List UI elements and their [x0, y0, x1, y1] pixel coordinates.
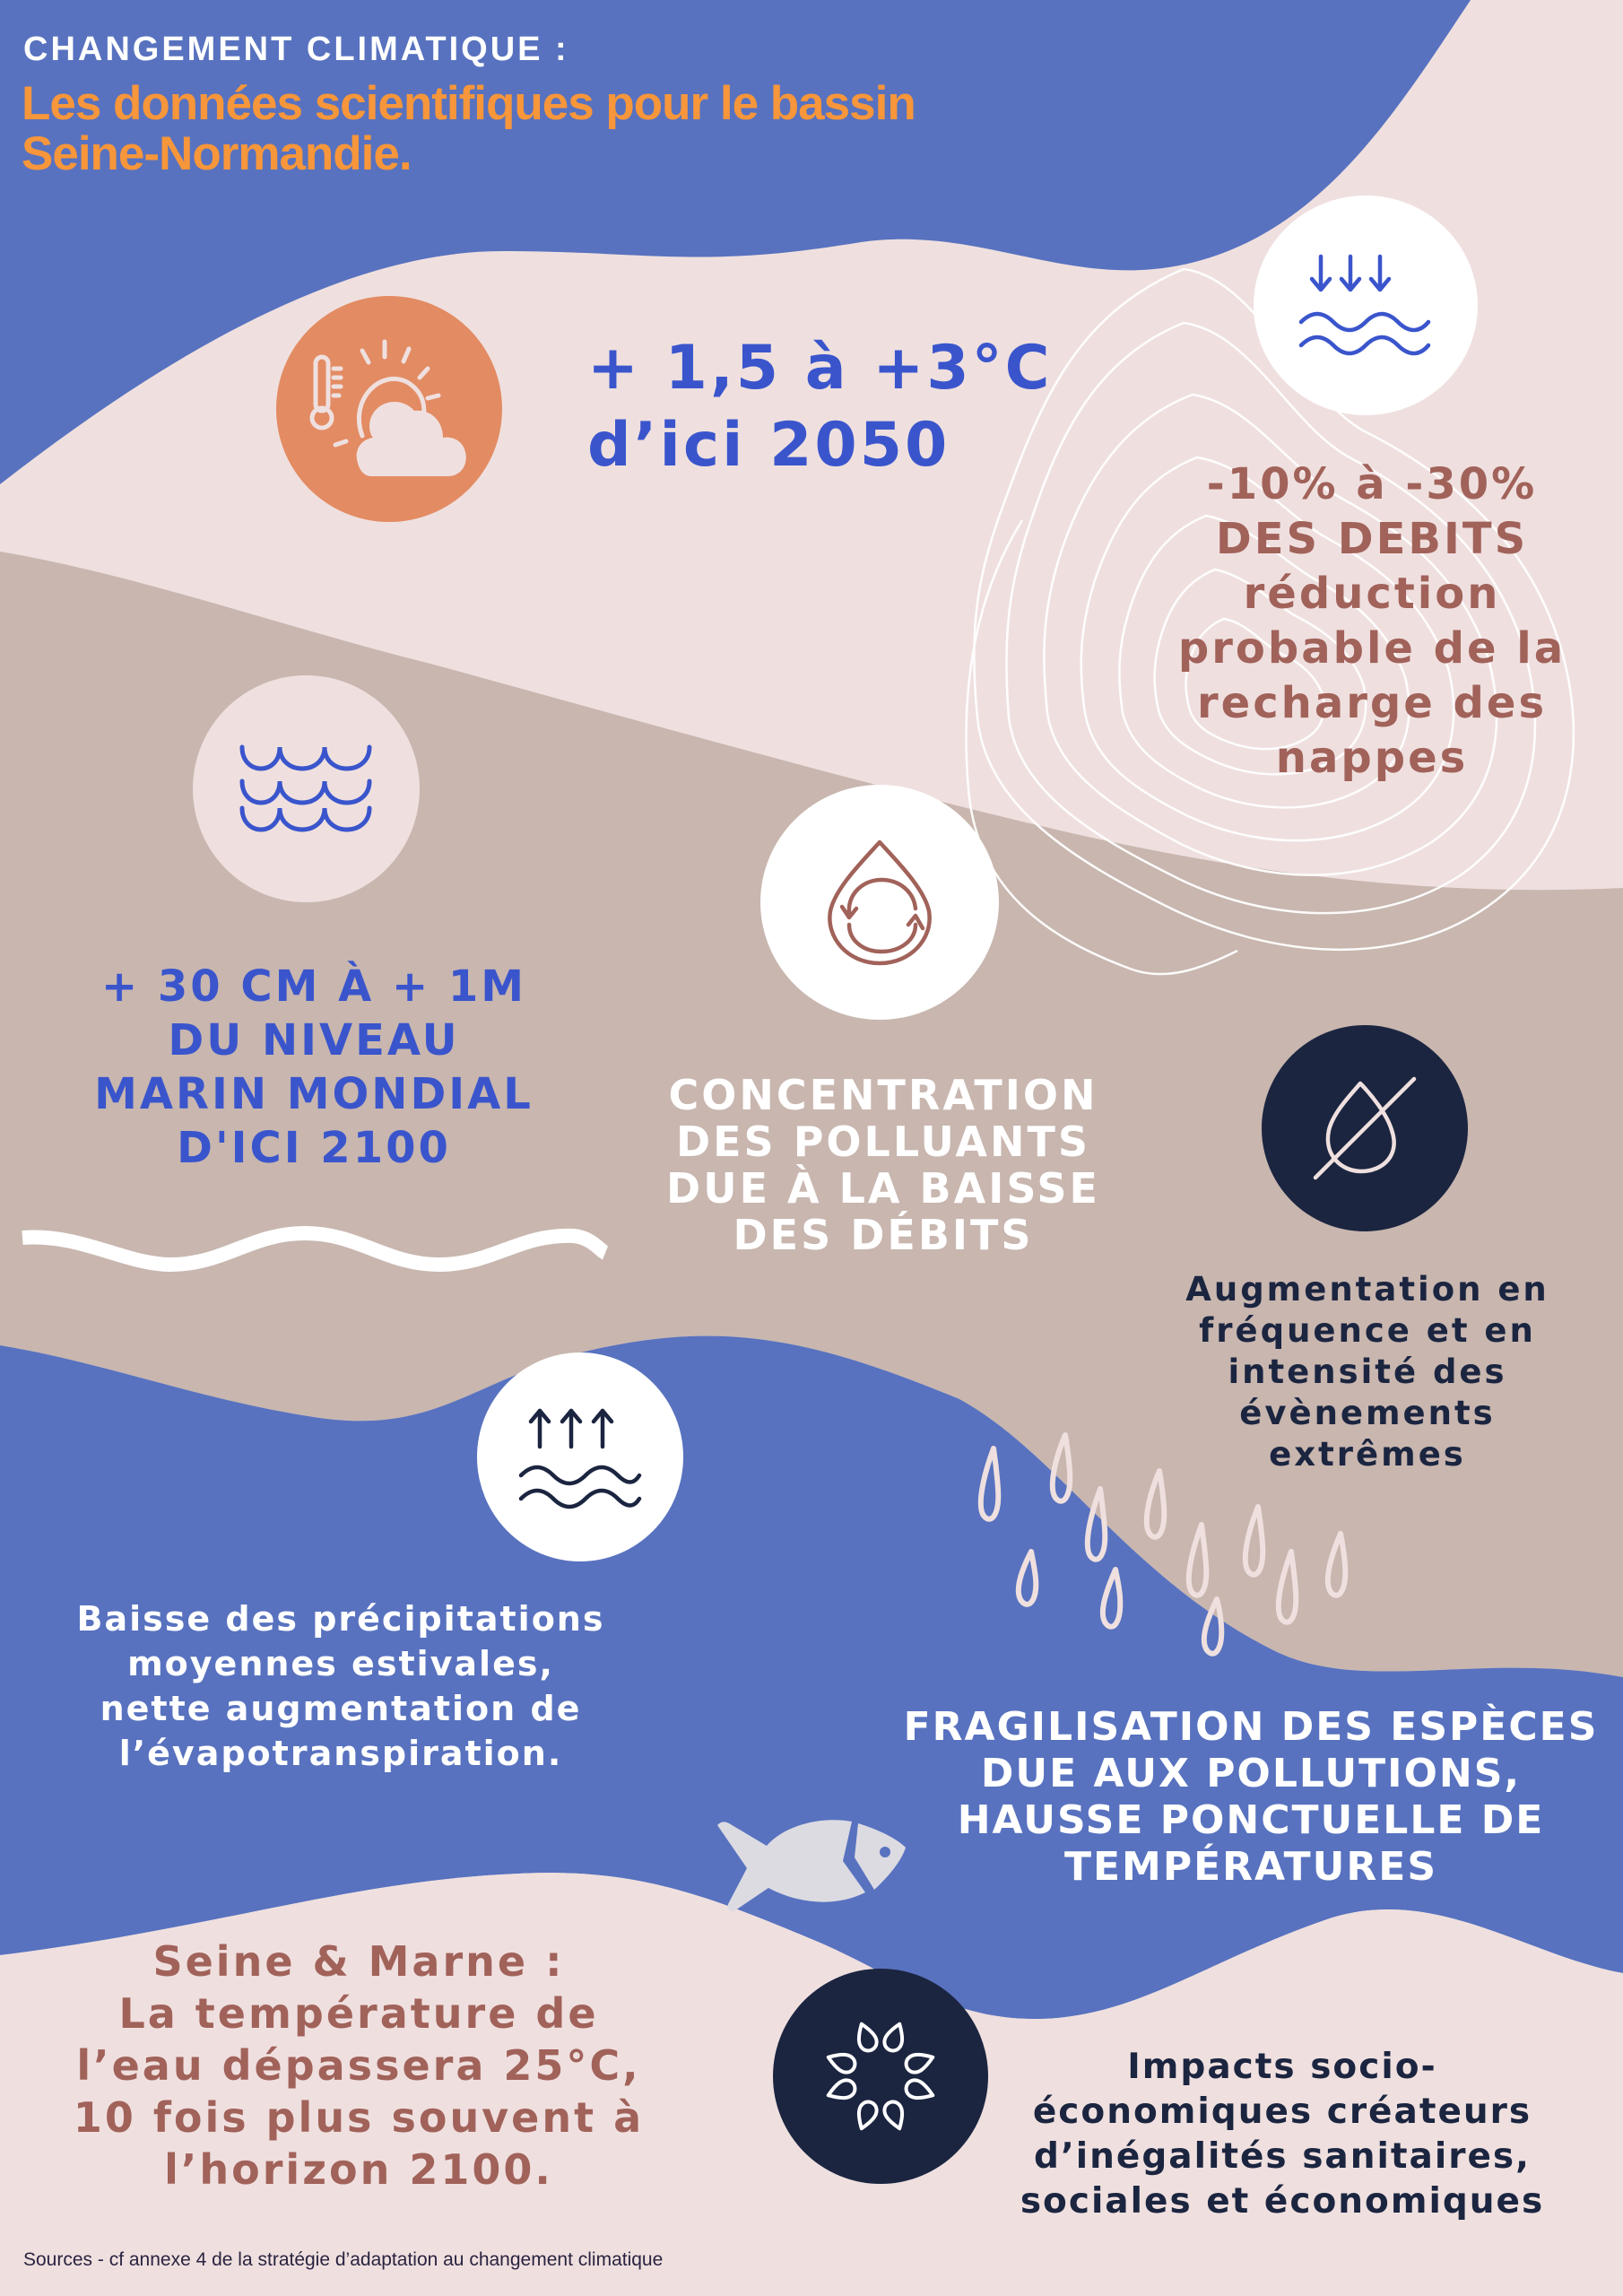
species-text: [897, 1704, 1605, 1891]
pollutants-text: [659, 1072, 1107, 1258]
water-drop-cycle-icon: [817, 835, 942, 970]
impacts-line-3: d’inégalités sanitaires,: [1034, 2136, 1531, 2177]
debits-stat-line-5: recharge des: [1196, 678, 1548, 728]
species-line-1: FRAGILISATION DES ESPÈCES: [903, 1704, 1599, 1750]
impacts-line-4: sociales et économiques: [1020, 2181, 1545, 2222]
seine-marne-line-4: 10 fois plus souvent à: [73, 2093, 645, 2142]
pollutants-line-3: DUE À LA BAISSE: [666, 1164, 1100, 1213]
infographic-subtitle: CHANGEMENT CLIMATIQUE :: [23, 30, 569, 68]
extremes-line-2: fréquence et en: [1199, 1311, 1536, 1350]
extremes-line-4: évènements: [1239, 1394, 1496, 1432]
extremes-text: [1166, 1269, 1569, 1475]
water-down-arrows-icon: [1294, 252, 1437, 360]
precipitation-icon-circle: [477, 1352, 683, 1561]
species-line-2: DUE AUX POLLUTIONS,: [980, 1751, 1522, 1796]
extremes-line-5: extrêmes: [1269, 1435, 1466, 1474]
seine-marne-line-5: l’horizon 2100.: [164, 2145, 553, 2194]
temperature-stat: [587, 330, 1053, 484]
drops-ring-icon: [813, 2009, 948, 2144]
impacts-line-1: Impacts socio-: [1127, 2047, 1437, 2087]
sea-level-line-2: DU NIVEAU: [168, 1015, 460, 1065]
seine-marne-text: [54, 1935, 664, 2196]
precipitation-line-2: moyennes estivales,: [127, 1644, 554, 1683]
species-line-3: HAUSSE PONCTUELLE DE: [957, 1797, 1545, 1843]
precipitation-line-4: l’évapotranspiration.: [118, 1734, 563, 1773]
waves-icon: [235, 740, 378, 839]
impacts-line-2: économiques créateurs: [1032, 2092, 1532, 2132]
extremes-icon-circle: [1262, 1025, 1468, 1231]
pollutants-line-4: DES DÉBITS: [733, 1211, 1034, 1259]
sea-level-icon-circle: [193, 675, 420, 902]
species-line-4: TEMPÉRATURES: [1063, 1844, 1438, 1890]
sun-cloud-thermometer-icon: [299, 319, 479, 499]
debits-stat-line-3: réduction: [1243, 569, 1501, 619]
pollutants-icon-circle: [760, 785, 999, 1020]
title-line-1: Les données scientifiques pour le bassin: [22, 77, 916, 130]
temperature-stat-line-2: d’ici 2050: [587, 410, 950, 481]
impacts-text: [977, 2045, 1587, 2224]
sea-level-line-3: MARIN MONDIAL: [94, 1069, 534, 1119]
sea-level-stat: [54, 960, 574, 1175]
debits-stat: [1139, 457, 1605, 786]
sea-level-line-4: D'ICI 2100: [177, 1123, 451, 1173]
temperature-stat-line-1: + 1,5 à +3°C: [587, 333, 1053, 404]
debits-stat-line-6: nappes: [1275, 733, 1469, 783]
debits-stat-line-2: DES DEBITS: [1215, 514, 1529, 564]
precipitation-line-3: nette augmentation de: [100, 1689, 582, 1728]
precipitation-line-1: Baisse des précipitations: [76, 1599, 605, 1639]
seine-marne-line-2: La température de: [118, 1989, 599, 2038]
temperature-icon-circle: [276, 296, 502, 522]
seine-marne-line-3: l’eau dépassera 25°C,: [76, 2041, 641, 2090]
debits-stat-line-4: probable de la: [1177, 623, 1567, 674]
evaporation-up-arrows-icon: [517, 1404, 643, 1511]
fish-icon: [713, 1798, 910, 1915]
no-water-drop-icon: [1302, 1065, 1428, 1191]
precipitation-text: [45, 1596, 637, 1776]
pollutants-line-2: DES POLLUANTS: [675, 1118, 1091, 1166]
extremes-line-3: intensité des: [1228, 1352, 1507, 1391]
sources-footnote: Sources - cf annexe 4 de la stratégie d’adaptation au changement climatique: [23, 2249, 664, 2270]
extremes-line-1: Augmentation en: [1185, 1270, 1549, 1309]
seine-marne-line-1: Seine & Marne :: [152, 1937, 565, 1986]
impacts-icon-circle: [773, 1969, 988, 2184]
pollutants-line-1: CONCENTRATION: [668, 1071, 1098, 1119]
sea-level-line-1: + 30 CM À + 1M: [100, 961, 527, 1012]
title-line-2: Seine-Normandie.: [22, 127, 412, 180]
debits-icon-circle: [1254, 196, 1478, 415]
debits-stat-line-1: -10% à -30%: [1206, 459, 1538, 509]
infographic-title: [22, 79, 1187, 179]
